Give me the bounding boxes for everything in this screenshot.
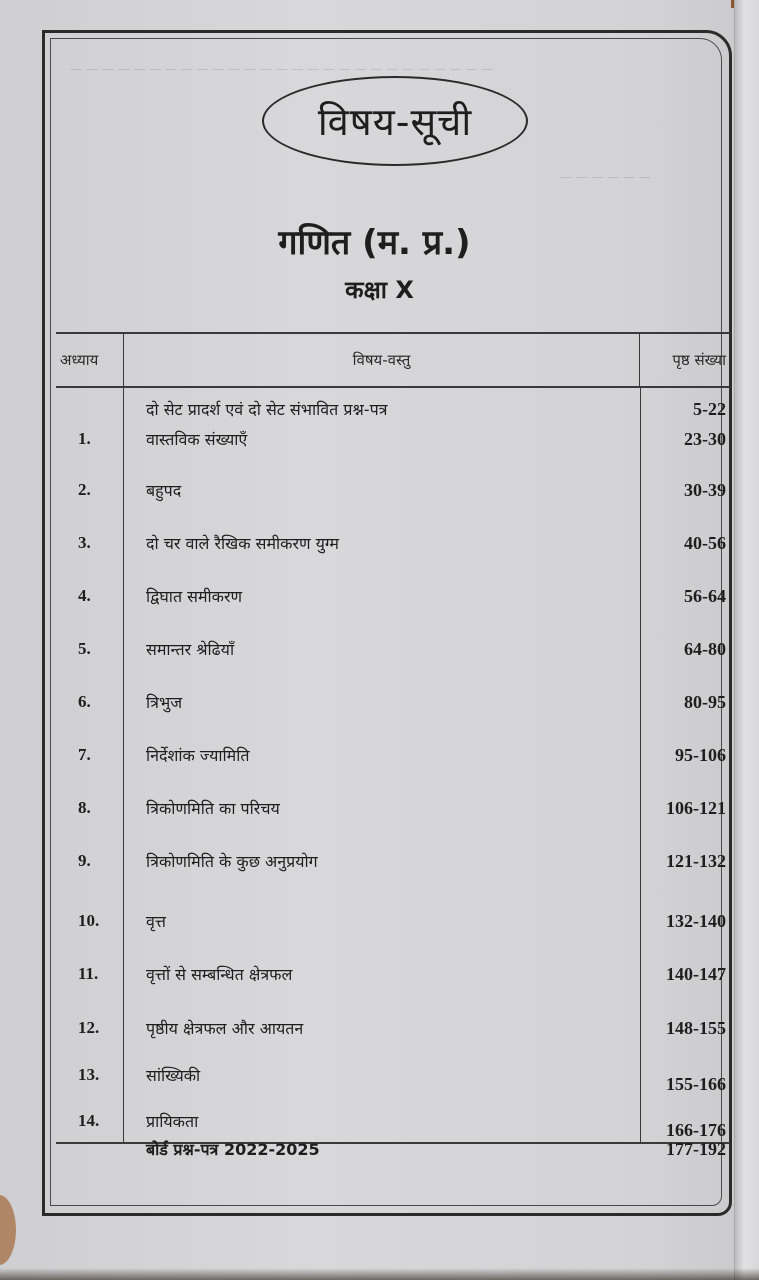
chapter-number: 8.: [78, 798, 91, 817]
chapter-number: 6.: [78, 692, 91, 711]
page-range: 5-22: [693, 398, 726, 419]
bleed-through-text: — — — — — — — — — — — — — — — — — — — — — — — — — — —: [70, 62, 494, 76]
chapter-number: 11.: [78, 964, 99, 983]
chapter-title: निर्देशांक ज्यामिति: [146, 746, 250, 765]
chapter-number: 14.: [78, 1111, 100, 1130]
table-body: [56, 388, 730, 1144]
table-row[interactable]: [56, 1013, 730, 1043]
page-range: 106-121: [666, 797, 726, 818]
chapter-title: वृत्तों से सम्बन्धित क्षेत्रफल: [146, 965, 293, 984]
chapter-number: 13.: [78, 1065, 100, 1084]
chapter-number: 12.: [78, 1018, 100, 1037]
table-row[interactable]: [56, 528, 730, 558]
table-row[interactable]: [56, 740, 730, 770]
page-range: 177-192: [666, 1138, 726, 1159]
chapter-number: 10.: [78, 911, 100, 930]
chapter-number: 9.: [78, 851, 91, 870]
chapter-title: दो सेट प्रादर्श एवं दो सेट संभावित प्रश्न-पत्र: [146, 400, 388, 419]
chapter-number: 2.: [78, 480, 91, 499]
page-range: 56-64: [684, 585, 726, 606]
bleed-through-text: — — — — — —: [560, 170, 652, 184]
page-edge: [734, 0, 759, 1280]
header-chapter: अध्याय: [60, 351, 99, 369]
table-row[interactable]: [56, 846, 730, 876]
page-range: 80-95: [684, 691, 726, 712]
page-range: 23-30: [684, 428, 726, 449]
chapter-title: बहुपद: [146, 481, 182, 500]
table-row[interactable]: [56, 1060, 730, 1094]
page-range: 148-155: [666, 1017, 726, 1038]
table-of-contents: [56, 332, 730, 1174]
table-row[interactable]: [56, 687, 730, 717]
page-range: 30-39: [684, 479, 726, 500]
table-row[interactable]: [56, 1106, 730, 1140]
page-range: 64-80: [684, 638, 726, 659]
chapter-title: समान्तर श्रेढियाँ: [146, 640, 235, 659]
table-row[interactable]: [56, 793, 730, 823]
class-label: कक्षा X: [345, 276, 414, 304]
table-row[interactable]: [56, 634, 730, 664]
chapter-title: दो चर वाले रैखिक समीकरण युग्म: [146, 534, 339, 553]
table-row[interactable]: [56, 424, 730, 454]
contents-heading: विषय-सूची: [317, 100, 473, 144]
chapter-title: त्रिकोणमिति का परिचय: [146, 799, 280, 818]
table-row[interactable]: [56, 581, 730, 611]
chapter-title: त्रिभुज: [146, 693, 183, 712]
chapter-number: 4.: [78, 586, 91, 605]
chapter-title: सांख्यिकी: [146, 1066, 201, 1085]
chapter-number: 5.: [78, 639, 91, 658]
chapter-title: बोर्ड प्रश्न-पत्र 2022-2025: [146, 1140, 320, 1159]
chapter-title: पृष्ठीय क्षेत्रफल और आयतन: [146, 1019, 304, 1038]
chapter-title: वास्तविक संख्याएँ: [146, 430, 248, 449]
chapter-title: वृत्त: [146, 912, 166, 931]
chapter-number: 7.: [78, 745, 91, 764]
page-range: 166-176: [666, 1120, 726, 1140]
page-range: 132-140: [666, 910, 726, 931]
subject-title: गणित (म. प्र.): [278, 223, 471, 263]
header-content: विषय-वस्तु: [123, 334, 640, 386]
table-row[interactable]: [56, 959, 730, 989]
chapter-number: 3.: [78, 533, 91, 552]
table-row[interactable]: [56, 394, 730, 424]
chapter-number: 1.: [78, 429, 91, 448]
page-range: 121-132: [666, 850, 726, 871]
chapter-title: द्विघात समीकरण: [146, 587, 243, 606]
table-header-row: [56, 334, 730, 388]
table-row[interactable]: [56, 906, 730, 936]
table-row[interactable]: [56, 475, 730, 505]
header-page-number: पृष्ठ संख्या: [672, 351, 726, 369]
page-range: 95-106: [675, 744, 726, 765]
page-range: 155-166: [666, 1074, 726, 1094]
bottom-shadow: [0, 1268, 759, 1280]
table-row[interactable]: [56, 1134, 730, 1164]
chapter-title: प्रायिकता: [146, 1112, 199, 1131]
chapter-title: त्रिकोणमिति के कुछ अनुप्रयोग: [146, 852, 318, 871]
thumb: [0, 1195, 16, 1265]
page-range: 40-56: [684, 532, 726, 553]
contents-heading-oval: [262, 76, 528, 166]
page-range: 140-147: [666, 963, 726, 984]
